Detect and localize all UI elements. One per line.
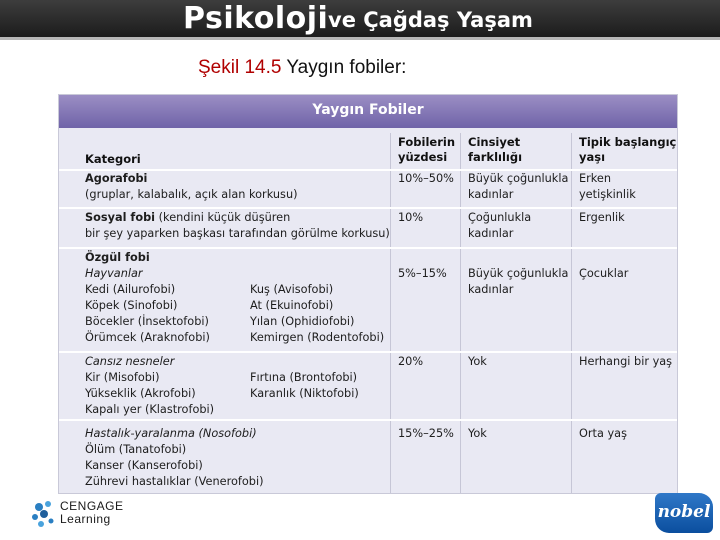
row-sosyal-desc2: bir şey yaparken başkası tarafından görülme korkusu) xyxy=(85,227,390,240)
figure-caption xyxy=(198,57,406,79)
row-cansiz-right xyxy=(250,370,359,402)
row-agorafobi-onset xyxy=(579,171,636,203)
row-agorafobi-category xyxy=(85,171,298,203)
row-agorafobi-gender-line2: kadınlar xyxy=(468,188,514,201)
row-divider xyxy=(59,351,677,353)
row-hastalik-gender: Yok xyxy=(468,427,487,440)
cengage-bottom: Learning xyxy=(60,512,111,526)
row-sosyal-gender-line1: Çoğunlukla xyxy=(468,211,532,224)
row-ozgul-percent: 5%–15% xyxy=(398,267,447,280)
phobia-item: Karanlık (Niktofobi) xyxy=(250,387,359,400)
row-ozgul-name: Özgül fobi xyxy=(85,251,150,264)
row-sosyal-desc1: (kendini küçük düşüren xyxy=(155,211,291,224)
col-header-gender-line2: farklılığı xyxy=(468,150,523,164)
col-header-gender xyxy=(468,135,522,165)
phobia-item: Kapalı yer (Klastrofobi) xyxy=(85,403,215,416)
row-divider xyxy=(59,247,677,249)
row-agorafobi-desc: (gruplar, kalabalık, açık alan korkusu) xyxy=(85,188,298,201)
row-sosyal-gender-line2: kadınlar xyxy=(468,227,514,240)
phobia-item: Kanser (Kanserofobi) xyxy=(85,459,203,472)
phobia-item: Kir (Misofobi) xyxy=(85,371,160,384)
column-divider xyxy=(460,133,461,493)
row-agorafobi-onset-line1: Erken xyxy=(579,172,612,185)
row-sosyal-onset: Ergenlik xyxy=(579,211,625,224)
column-divider xyxy=(571,133,572,493)
phobia-item: Böcekler (İnsektofobi) xyxy=(85,315,209,328)
row-ozgul-gender-line1: Büyük çoğunlukla xyxy=(468,267,569,280)
row-ozgul-sub: Hayvanlar xyxy=(85,267,143,280)
row-ozgul-gender xyxy=(468,266,568,298)
row-cansiz-onset: Herhangi bir yaş xyxy=(579,355,673,368)
row-ozgul-right xyxy=(250,282,384,346)
header-title-main: Psikoloji xyxy=(183,1,329,36)
phobia-table xyxy=(58,94,678,494)
phobia-item: At (Ekuinofobi) xyxy=(250,299,334,312)
phobia-item: Fırtına (Brontofobi) xyxy=(250,371,358,384)
row-divider xyxy=(59,207,677,209)
row-cansiz-percent: 20% xyxy=(398,355,424,368)
cengage-wordmark xyxy=(60,500,124,526)
phobia-item: Kemirgen (Rodentofobi) xyxy=(250,331,385,344)
col-header-gender-line1: Cinsiyet xyxy=(468,135,521,149)
row-sosyal-name: Sosyal fobi xyxy=(85,211,156,224)
row-cansiz-sub: Cansız nesneler xyxy=(85,355,175,368)
row-cansiz-gender: Yok xyxy=(468,355,487,368)
row-agorafobi-onset-line2: yetişkinlik xyxy=(579,188,636,201)
phobia-item: Kuş (Avisofobi) xyxy=(250,283,334,296)
figure-number: Şekil 14.5 xyxy=(198,57,282,78)
phobia-item: Kedi (Ailurofobi) xyxy=(85,283,176,296)
phobia-item: Köpek (Sinofobi) xyxy=(85,299,178,312)
row-ozgul-category xyxy=(85,250,210,346)
row-divider xyxy=(59,419,677,421)
row-agorafobi-gender xyxy=(468,171,568,203)
row-sosyal-gender xyxy=(468,210,531,242)
table-title: Yaygın Fobiler xyxy=(59,95,677,128)
row-agorafobi-gender-line1: Büyük çoğunlukla xyxy=(468,172,569,185)
row-hastalik-sub: Hastalık-yaralanma (Nosofobi) xyxy=(85,427,257,440)
phobia-item: Yükseklik (Akrofobi) xyxy=(85,387,196,400)
phobia-item: Zührevi hastalıklar (Venerofobi) xyxy=(85,475,264,488)
row-agorafobi-percent: 10%–50% xyxy=(398,172,454,185)
col-header-percent-line2: yüzdesi xyxy=(398,150,448,164)
row-sosyal-category xyxy=(85,210,390,242)
col-header-onset-line2: yaşı xyxy=(579,150,606,164)
col-header-category: Kategori xyxy=(85,152,141,166)
slide-header xyxy=(0,0,720,40)
col-header-onset-line1: Tipik başlangıç xyxy=(579,135,677,149)
row-hastalik-category xyxy=(85,426,264,490)
nobel-logo: nobel xyxy=(655,493,713,533)
phobia-item: Ölüm (Tanatofobi) xyxy=(85,443,187,456)
phobia-item: Örümcek (Araknofobi) xyxy=(85,331,210,344)
cengage-top: CENGAGE xyxy=(60,499,124,513)
row-sosyal-percent: 10% xyxy=(398,211,424,224)
row-ozgul-gender-line2: kadınlar xyxy=(468,283,514,296)
row-cansiz-category xyxy=(85,354,214,418)
row-ozgul-onset: Çocuklar xyxy=(579,267,629,280)
row-agorafobi-name: Agorafobi xyxy=(85,172,148,185)
figure-caption-text: Yaygın fobiler: xyxy=(286,57,407,78)
phobia-item: Yılan (Ophidiofobi) xyxy=(250,315,355,328)
cengage-mark-icon xyxy=(30,497,60,531)
column-divider xyxy=(390,133,391,493)
row-hastalik-onset: Orta yaş xyxy=(579,427,627,440)
row-hastalik-percent: 15%–25% xyxy=(398,427,454,440)
header-title-sub: ve Çağdaş Yaşam xyxy=(328,8,533,32)
col-header-percent xyxy=(398,135,455,165)
col-header-onset xyxy=(579,135,676,165)
col-header-percent-line1: Fobilerin xyxy=(398,135,456,149)
